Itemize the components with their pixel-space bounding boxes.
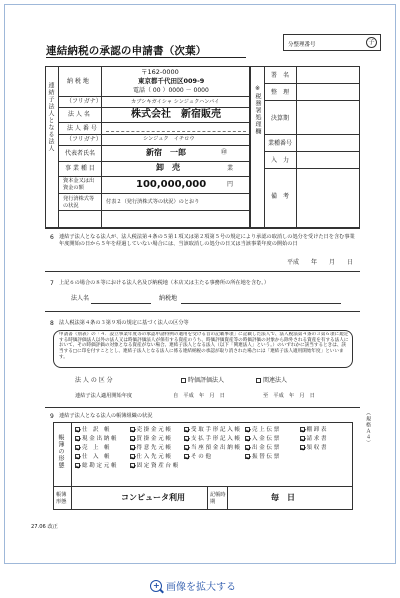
- ledger-form-value: コンピュータ利用: [121, 493, 185, 502]
- section-7-address-label: 納税地: [159, 295, 178, 302]
- ledger-item[interactable]: 売 上 伝 票: [245, 425, 295, 433]
- section-9-number: 9: [50, 413, 54, 420]
- ledger-form-label: 帳簿形態: [56, 492, 67, 505]
- revision-note: 27.06 改正: [31, 524, 58, 530]
- company-side-label: 連結子法人となる法人: [47, 82, 54, 152]
- ledger-item[interactable]: 売 上 帳: [75, 443, 125, 451]
- classification-box: [283, 34, 381, 51]
- ledger-item[interactable]: そ の 他: [184, 452, 240, 460]
- office-use-table: [250, 66, 360, 228]
- business-label: 事 業 種 目: [65, 165, 95, 172]
- section-8-kind-label: 法 人 の 区 分: [75, 377, 113, 384]
- section-6-date: 平成 年 月 日: [287, 259, 354, 266]
- kana-value: カブシキガイシャ シンジュクハンバイ: [131, 99, 220, 105]
- ledger-timing-value: 毎 日: [271, 493, 295, 502]
- section-6-number: 6: [50, 234, 54, 241]
- ledger-item[interactable]: 当 座 預 金 出 納 帳: [184, 443, 240, 451]
- office-row-2: 決算期: [271, 115, 290, 122]
- corp-number-cells: [106, 131, 246, 132]
- seal-mark: ㊞: [221, 149, 228, 156]
- postal-code: 〒162-0000: [141, 68, 179, 76]
- business-value: 卸 売: [156, 163, 180, 172]
- section-7-number: 7: [50, 280, 54, 287]
- ledger-item[interactable]: 請 求 書: [300, 434, 350, 442]
- related-corp-checkbox[interactable]: [256, 378, 261, 383]
- corp-number-label: 法 人 番 号: [67, 125, 97, 132]
- ledger-item[interactable]: 受 取 手 形 記 入 帳: [184, 425, 240, 433]
- office-row-4: 入 力: [271, 157, 290, 164]
- paper-size-note: （規格Ａ４）: [365, 410, 371, 446]
- section-6-text: 連結子法人となる法人が、法人税法第４条の５第１項又は第２項第５号の規定により承認の取消しの処分を受けた日を含む事業年度開始の日から５年を経過していない場合には、当該取消しの処分の日又は当該事業年度の開始の日: [59, 234, 355, 248]
- application-document: [31, 30, 375, 535]
- ledger-item[interactable]: 固 定 資 産 台 帳: [130, 461, 180, 469]
- capital-suffix: 円: [227, 181, 234, 188]
- shares-note: 付表２（発行済株式等の状況）のとおり: [106, 199, 200, 205]
- office-side-label: ※税務署処理欄: [254, 85, 261, 135]
- company-side-divider: [58, 66, 59, 228]
- valuation-corp-checkbox[interactable]: [181, 378, 186, 383]
- title-underline: [46, 57, 246, 58]
- address-label: 納 税 地: [67, 78, 89, 85]
- ledger-item[interactable]: 棚 卸 表: [300, 425, 350, 433]
- classification-label: 分整理番号: [288, 42, 316, 48]
- ledger-item[interactable]: 仕 入 先 元 帳: [130, 452, 180, 460]
- shares-label: 発行済株式等の状況: [63, 196, 95, 209]
- ledger-item[interactable]: 仕 訳 帳: [75, 425, 125, 433]
- phone-value: 電話（ 00 ）0000 － 0000: [133, 87, 209, 94]
- capital-value: 100,000,000: [136, 179, 207, 190]
- office-row-1: 整 理: [271, 89, 290, 96]
- capital-label: 資本金又は出資金の額: [63, 178, 95, 191]
- ledger-item[interactable]: 領 収 書: [300, 443, 350, 451]
- ledger-grid: [75, 425, 349, 469]
- corp-name-label: 法 人 名: [68, 111, 90, 118]
- ledger-item[interactable]: 仕 入 帳: [75, 452, 125, 460]
- office-row-3: 業種番号: [268, 140, 293, 147]
- ledger-side-label: 帳簿の形態: [57, 434, 64, 469]
- office-row-0: 署 名: [271, 72, 290, 79]
- ledger-item[interactable]: 支 払 手 形 記 入 帳: [184, 434, 240, 442]
- section-7-name-label: 法人名: [71, 295, 90, 302]
- rep-label: 代表者氏名: [65, 150, 96, 157]
- opt-valuation-corp[interactable]: 時価評価法人: [181, 377, 224, 385]
- zoom-in-icon: +: [150, 580, 162, 592]
- zoom-image-label: 画像を拡大する: [166, 582, 236, 593]
- ledger-item[interactable]: 現 金 出 納 帳: [75, 434, 125, 442]
- ledger-timing-label: 記帳時期: [210, 492, 226, 505]
- section-8-period-from: 自 平成 年 月 日: [173, 393, 225, 399]
- opt-related-corp[interactable]: 関連法人: [256, 377, 287, 385]
- section-8-period-label: 連結子法人適用開始年度: [75, 393, 133, 399]
- corp-name-value: 株式会社 新宿販売: [131, 109, 221, 120]
- section-7-text: 上記６の場合の８等における法人名及び納税地（本店又は主たる事務所の所在地を含む。）: [59, 280, 270, 286]
- section-8-text: 法人税法第４条の３第９項の規定に基づく法人の区分等: [59, 320, 189, 326]
- rep-kana-value: シンジュク イチロウ: [143, 136, 195, 142]
- section-9-text: 連結子法人となる法人の帳簿組織の状況: [59, 413, 153, 419]
- rep-name-value: 新宿 一郎: [146, 148, 186, 157]
- ledger-item[interactable]: 買 掛 金 元 帳: [130, 434, 180, 442]
- child-stamp: 子: [366, 37, 377, 48]
- office-row-5: 備 考: [271, 193, 290, 200]
- ledger-item[interactable]: [300, 452, 350, 460]
- zoom-image-link[interactable]: [150, 578, 236, 593]
- address-value: 東京都千代田区009-9: [138, 77, 205, 85]
- section-8-note: 申請書（別表）の「４．設立事業年度等の承認申請特例の適用を受ける旨の記載事項」に記載した法人で、法人税法第４条の３第６項に規定する時価評価法人以外の法人又は時価評価法人が保有する資産のうち、時価評価資産等の時価評価の対象から除外される資産を有する法人において、その時価評価の対象となる資産がない場合、連結子法人となる法人（以下「関連法人」という。）のいずれかに該当するときは、該当する□に印を付すこととし、連結子法人となる法人に係る連結納税の承認が取り消された場合には「連結子法人適用開始年度」といいます。: [59, 332, 349, 360]
- ledger-item[interactable]: 売 掛 金 元 帳: [130, 425, 180, 433]
- ledger-item[interactable]: 出 金 伝 票: [245, 443, 295, 451]
- rep-kana-label: （フリガナ）: [66, 136, 102, 143]
- kana-label: （フリガナ）: [66, 98, 102, 105]
- ledger-item[interactable]: 総 勘 定 元 帳: [75, 461, 125, 469]
- ledger-item[interactable]: 入 金 伝 票: [245, 434, 295, 442]
- section-8-number: 8: [50, 320, 54, 327]
- business-suffix: 業: [227, 165, 234, 172]
- ledger-item[interactable]: 得 意 先 元 帳: [130, 443, 180, 451]
- document-title: 連結納税の承認の申請書（次葉）: [46, 45, 207, 57]
- section-8-period-to: 至 平成 年 月 日: [263, 393, 315, 399]
- ledger-item[interactable]: 振 替 伝 票: [245, 452, 295, 460]
- company-label-divider: [101, 66, 102, 228]
